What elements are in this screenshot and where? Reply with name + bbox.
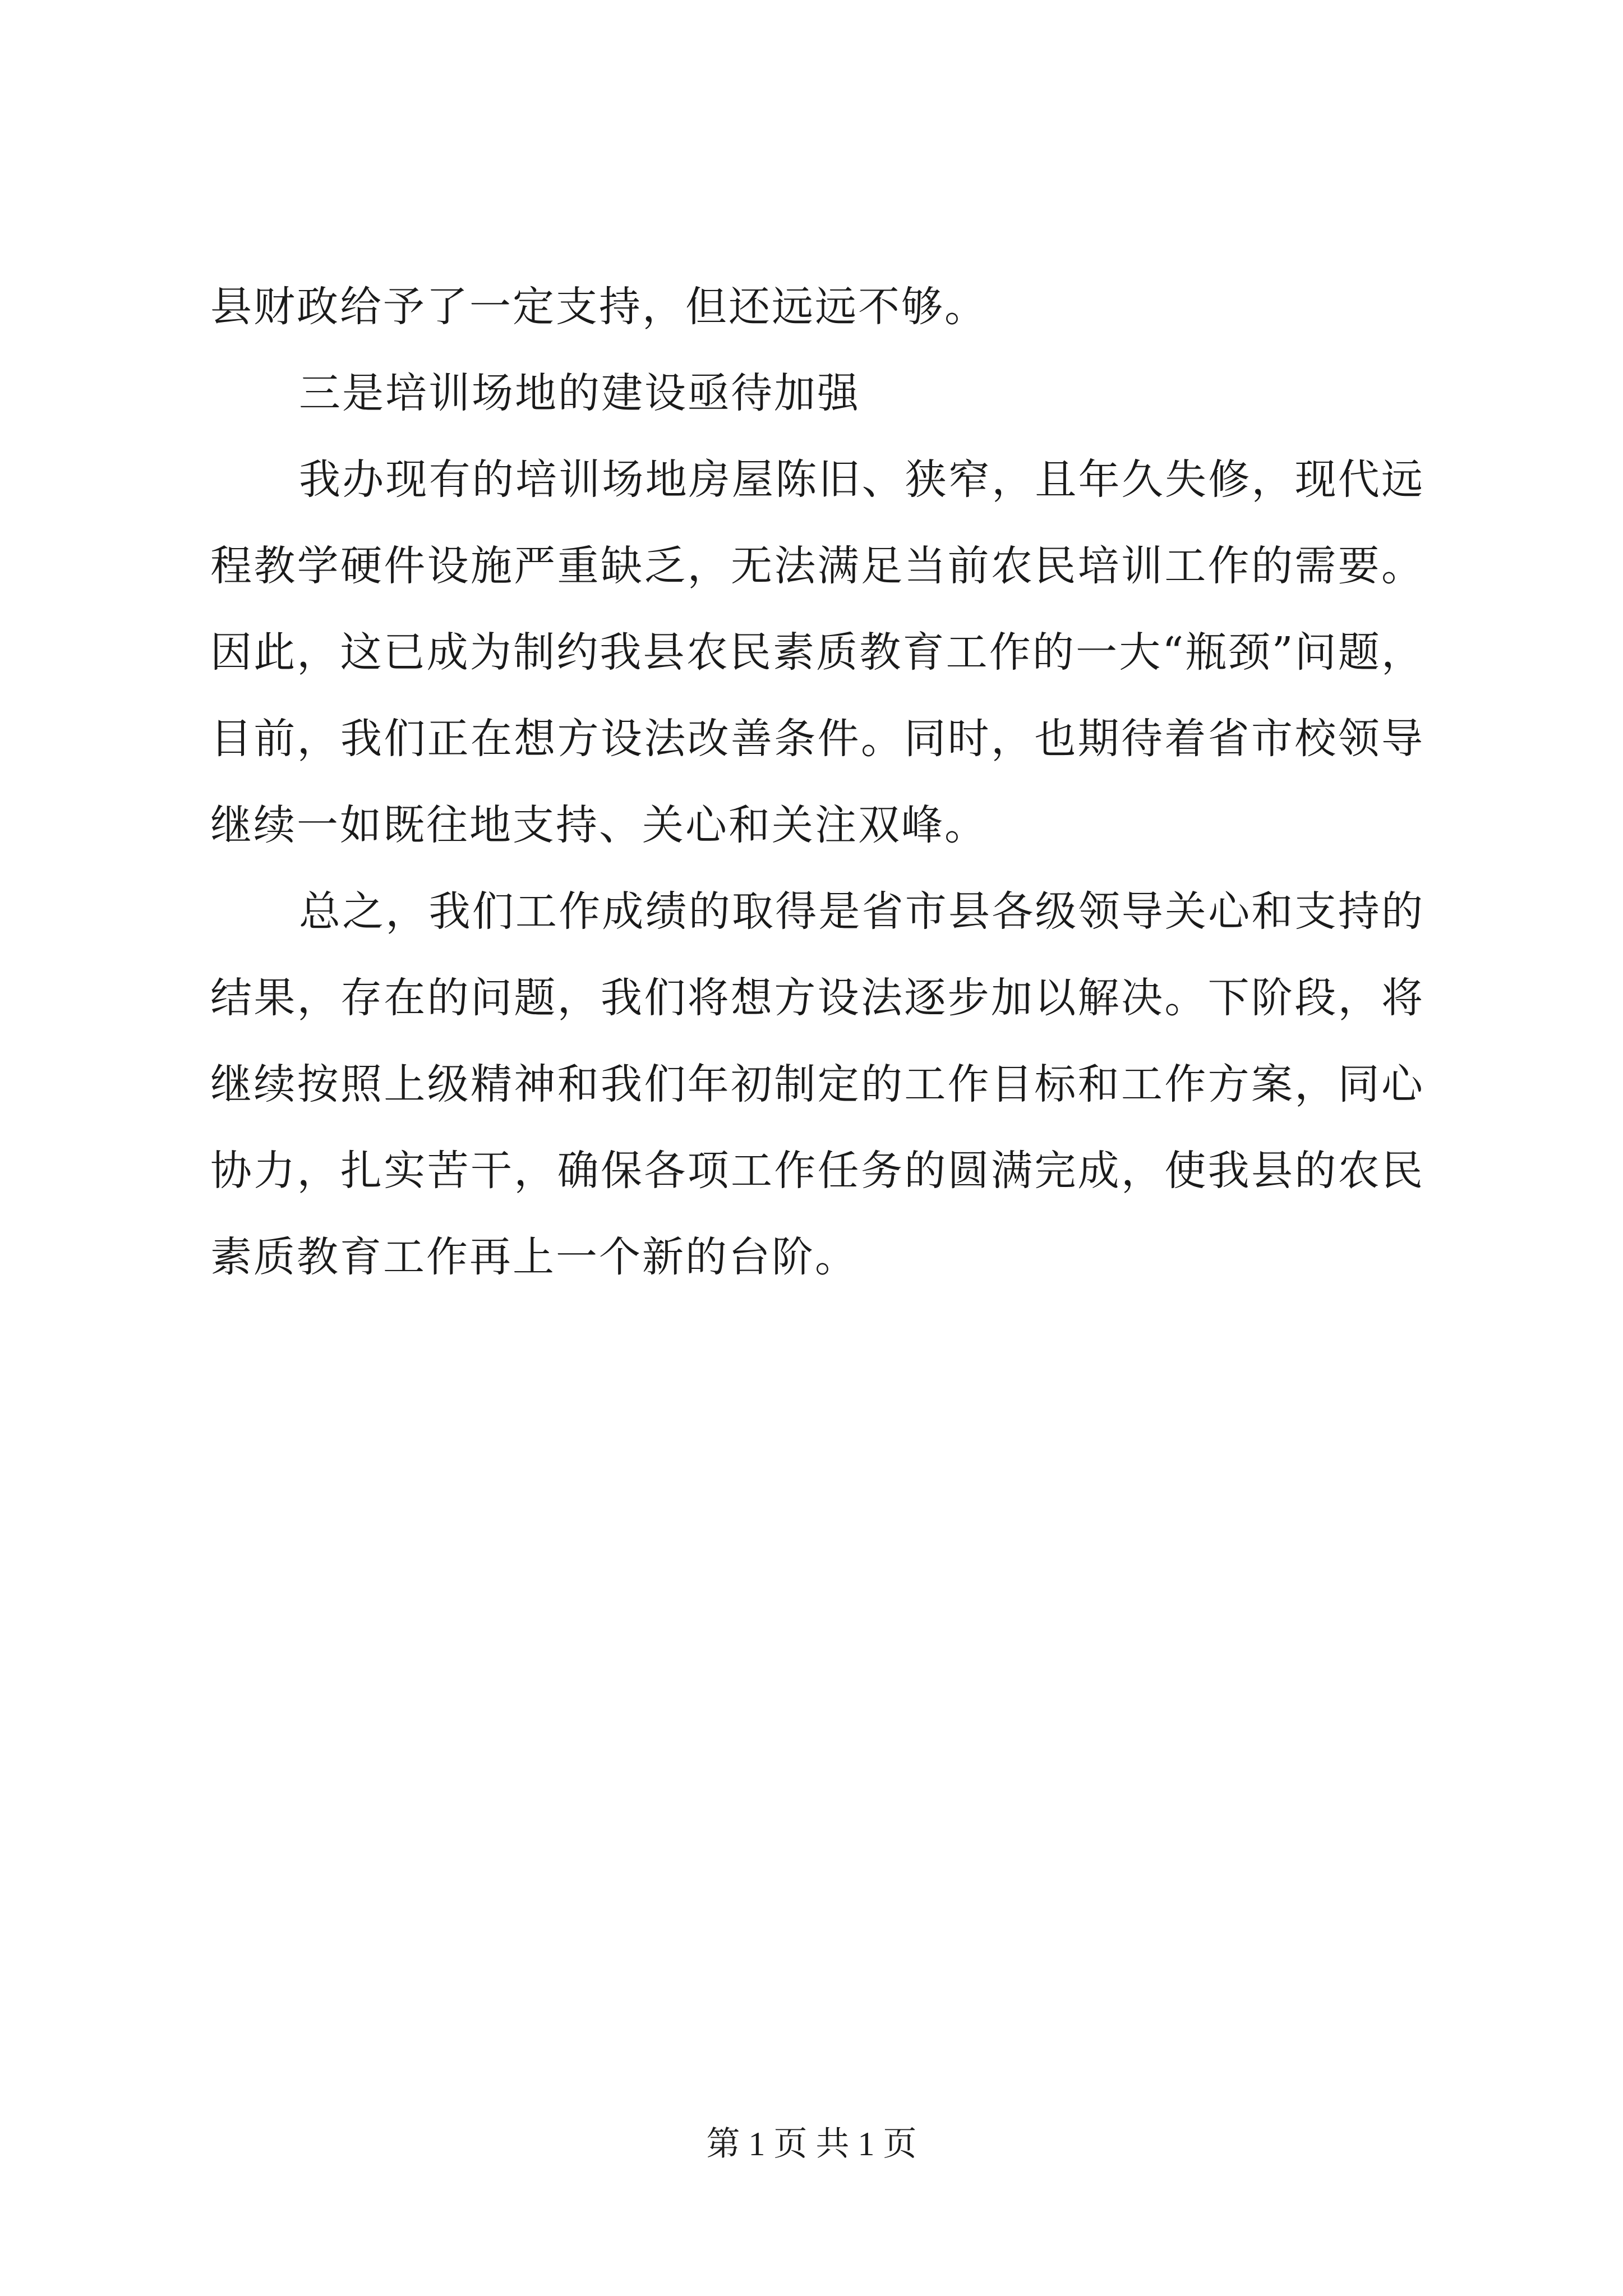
page-footer: 第 1 页 共 1 页: [706, 2125, 917, 2162]
paragraph-conclusion: 总之，我们工作成绩的取得是省市县各级领导关心和支持的结果，存在的问题，我们将想方设法逐步加以解决。下阶段，将继续按照上级精神和我们年初制定的工作目标和工作方案，同心协力，扎实苦干，确保各项工作任务的圆满完成，使我县的农民素质教育工作再上一个新的台阶。: [210, 887, 1424, 1281]
section-heading: 三是培训场地的建设亟待加强: [299, 369, 860, 417]
paragraph-training-venue: 我办现有的培训场地房屋陈旧、狭窄，且年久失修，现代远程教学硬件设施严重缺乏，无法满足当前农民培训工作的需要。因此，这已成为制约我县农民素质教育工作的一大“瓶颈”问题，目前，我们正在想方设法改善条件。同时，也期待着省市校领导继续一如既往地支持、关心和关注双峰。: [210, 455, 1424, 849]
paragraph-continuation: 县财政给予了一定支持，但还远远不够。: [210, 283, 988, 331]
document-body: [210, 264, 1424, 1300]
